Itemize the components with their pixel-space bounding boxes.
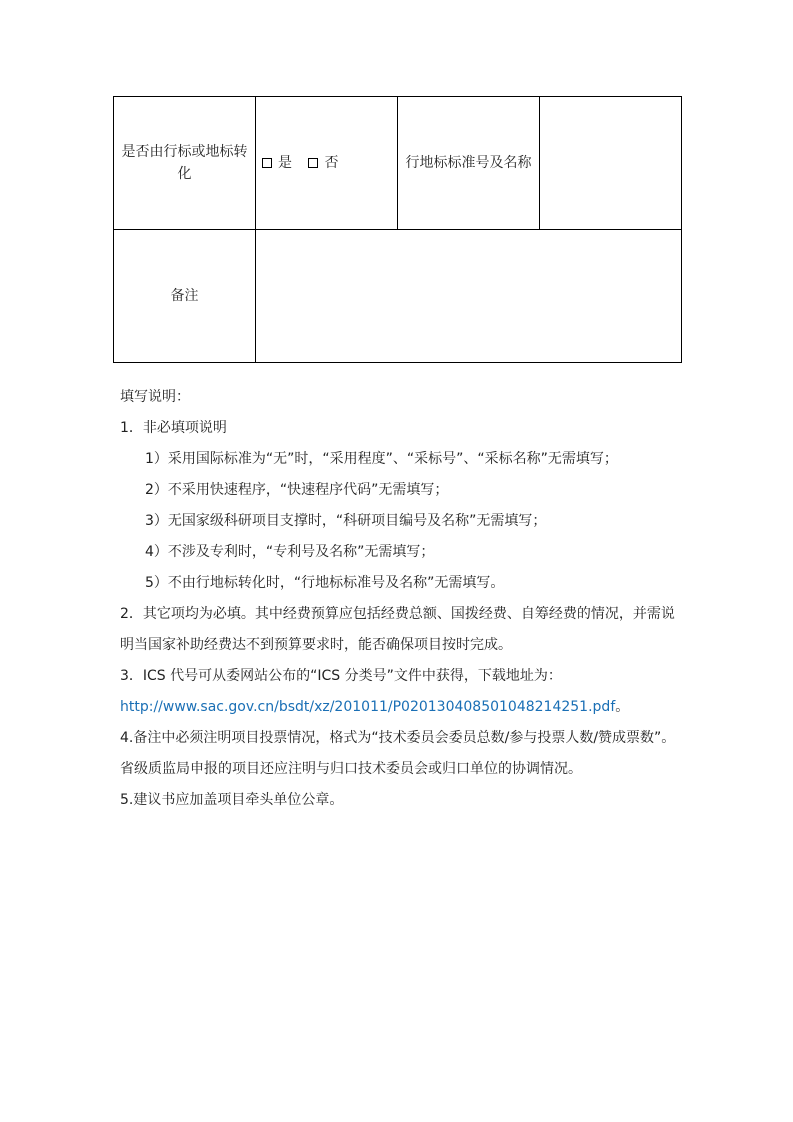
remarks-row bbox=[114, 230, 682, 363]
checkbox-yes[interactable] bbox=[262, 158, 272, 168]
instruction-sub-1: 1）采用国际标准为“无”时，“采用程度”、“采标号”、“采标名称”无需填写； bbox=[145, 451, 618, 467]
option-yes[interactable] bbox=[262, 152, 292, 174]
instruction-item-3-line-1: 3．ICS 代号可从委网站公布的“ICS 分类号”文件中获得，下载地址为： bbox=[120, 668, 562, 684]
conversion-label: 是否由行标或地标转化 bbox=[114, 97, 256, 230]
remarks-label: 备注 bbox=[114, 230, 256, 363]
option-yes-label: 是 bbox=[278, 155, 292, 171]
instruction-item-2-line-2: 明当国家补助经费达不到预算要求时，能否确保项目按时完成。 bbox=[120, 637, 512, 653]
instruction-sub-2: 2）不采用快速程序，“快速程序代码”无需填写； bbox=[145, 482, 449, 498]
option-no[interactable] bbox=[308, 152, 338, 174]
checkbox-no[interactable] bbox=[308, 158, 318, 168]
instruction-sub-3: 3）无国家级科研项目支撑时，“科研项目编号及名称”无需填写； bbox=[145, 513, 547, 529]
standard-number-value[interactable] bbox=[540, 97, 682, 230]
conversion-options bbox=[256, 97, 398, 230]
form-table bbox=[113, 96, 682, 363]
instruction-sub-4: 4）不涉及专利时，“专利号及名称”无需填写； bbox=[145, 544, 435, 560]
instruction-item-1: 1．非必填项说明 bbox=[120, 420, 227, 436]
instruction-item-4-line-1: 4.备注中必须注明项目投票情况，格式为“技术委员会委员总数/参与投票人数/赞成票数”。 bbox=[120, 730, 676, 746]
instruction-item-2-line-1: 2．其它项均为必填。其中经费预算应包括经费总额、国拨经费、自筹经费的情况，并需说 bbox=[120, 606, 675, 622]
download-link[interactable]: http://www.sac.gov.cn/bsdt/xz/201011/P020130408501048214251.pdf bbox=[120, 699, 616, 715]
instruction-sub-5: 5）不由行地标转化时，“行地标标准号及名称”无需填写。 bbox=[145, 575, 505, 591]
conversion-row bbox=[114, 97, 682, 230]
instruction-item-5: 5.建议书应加盖项目牵头单位公章。 bbox=[120, 792, 344, 808]
remarks-value[interactable] bbox=[256, 230, 682, 363]
instruction-item-4-line-2: 省级质监局申报的项目还应注明与归口技术委员会或归口单位的协调情况。 bbox=[120, 761, 582, 777]
standard-number-label: 行地标标准号及名称 bbox=[398, 97, 540, 230]
option-no-label: 否 bbox=[324, 155, 339, 171]
instruction-item-3-line-2 bbox=[120, 696, 690, 727]
instructions-heading: 填写说明： bbox=[120, 389, 190, 405]
download-link-period: 。 bbox=[615, 699, 630, 715]
filling-instructions bbox=[120, 386, 690, 820]
